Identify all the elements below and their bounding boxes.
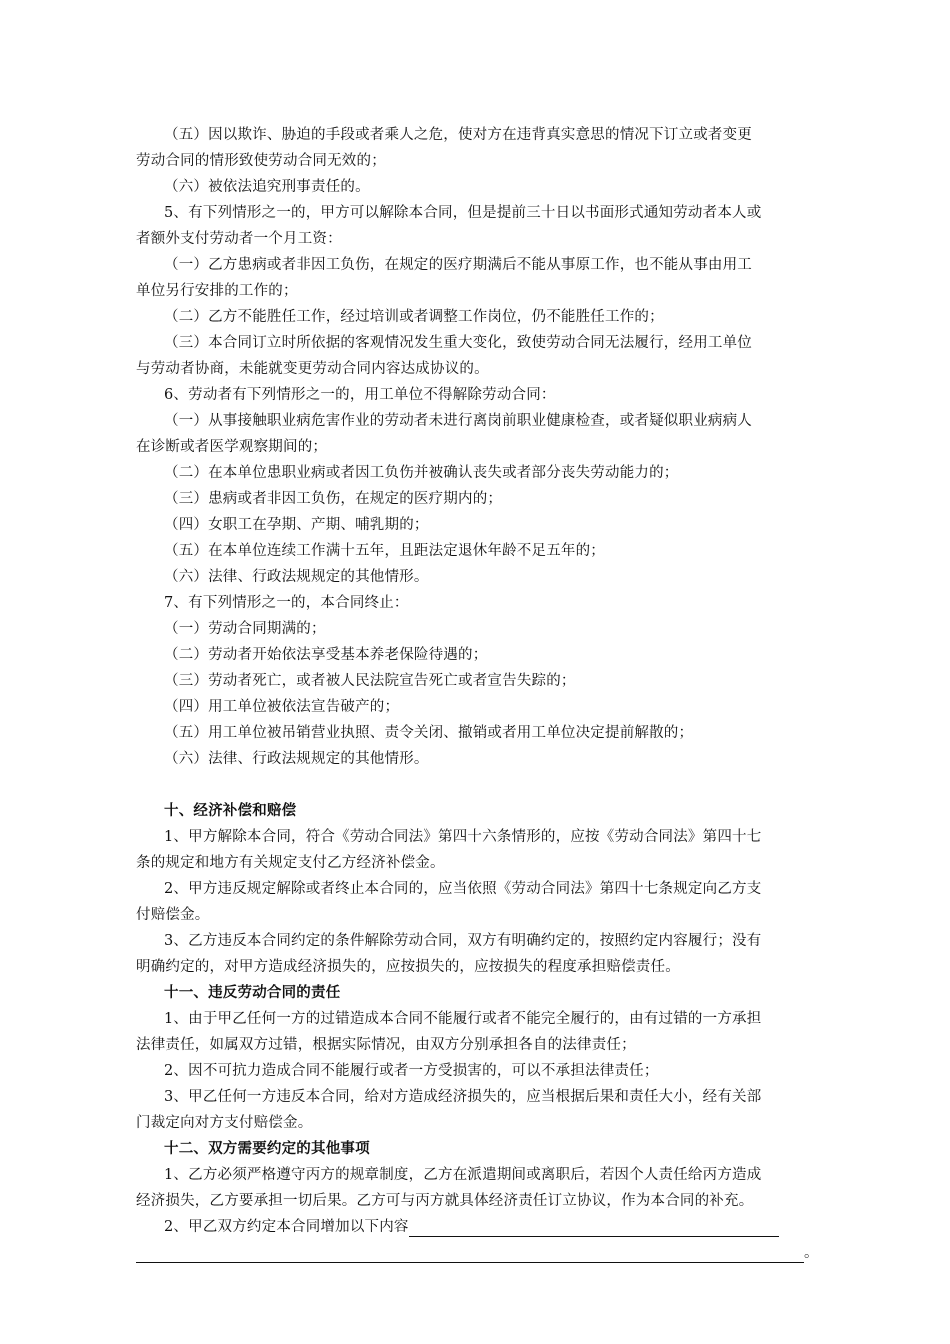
paragraph-line: 1、乙方必须严格遵守丙方的规章制度，乙方在派遣期间或离职后，若因个人责任给丙方造成 — [164, 1167, 762, 1183]
paragraph-line: （一）劳动合同期满的； — [164, 621, 326, 637]
paragraph-line: （五）用工单位被吊销营业执照、责令关闭、撤销或者用工单位决定提前解散的； — [164, 725, 694, 741]
terminal-period: 。 — [804, 1245, 819, 1261]
additional-terms-label: 2、甲乙双方约定本合同增加以下内容 — [164, 1219, 409, 1235]
paragraph-line: 3、乙方违反本合同约定的条件解除劳动合同，双方有明确约定的，按照约定内容履行；没有 — [164, 933, 762, 949]
paragraph-line: 5、有下列情形之一的，甲方可以解除本合同，但是提前三十日以书面形式通知劳动者本人或 — [164, 205, 762, 221]
paragraph-line: 经济损失，乙方要承担一切后果。乙方可与丙方就具体经济责任订立协议，作为本合同的补充。 — [136, 1193, 754, 1209]
paragraph-line: （四）用工单位被依法宣告破产的； — [164, 699, 400, 715]
paragraph-line: 明确约定的，对甲方造成经济损失的，应按损失的，应按损失的程度承担赔偿责任。 — [136, 959, 680, 975]
paragraph-line: 1、甲方解除本合同，符合《劳动合同法》第四十六条情形的，应按《劳动合同法》第四十七 — [164, 829, 762, 845]
paragraph-line: 法律责任，如属双方过错，根据实际情况，由双方分别承担各自的法律责任； — [136, 1037, 636, 1053]
paragraph-line: （一）从事接触职业病危害作业的劳动者未进行离岗前职业健康检查，或者疑似职业病病人 — [164, 413, 752, 429]
paragraph-line: （三）劳动者死亡，或者被人民法院宣告死亡或者宣告失踪的； — [164, 673, 576, 689]
paragraph-line: （三）本合同订立时所依据的客观情况发生重大变化，致使劳动合同无法履行，经用工单位 — [164, 335, 752, 351]
paragraph-line: 条的规定和地方有关规定支付乙方经济补偿金。 — [136, 855, 445, 871]
paragraph-line — [164, 1217, 779, 1237]
paragraph-line: （二）乙方不能胜任工作，经过培训或者调整工作岗位，仍不能胜任工作的； — [164, 309, 664, 325]
paragraph-line: 单位另行安排的工作的； — [136, 283, 298, 299]
section-heading-compensation: 十、经济补偿和赔偿 — [164, 803, 297, 819]
paragraph-line: （六）被依法追究刑事责任的。 — [164, 179, 370, 195]
additional-terms-blank[interactable] — [409, 1221, 779, 1237]
paragraph-line: 3、甲乙任何一方违反本合同，给对方造成经济损失的，应当根据后果和责任大小，经有关部 — [164, 1089, 762, 1105]
paragraph-line: （一）乙方患病或者非因工负伤，在规定的医疗期满后不能从事原工作，也不能从事由用工 — [164, 257, 752, 273]
paragraph-line: 1、由于甲乙任何一方的过错造成本合同不能履行或者不能完全履行的，由有过错的一方承担 — [164, 1011, 762, 1027]
paragraph-line: 者额外支付劳动者一个月工资： — [136, 231, 342, 247]
paragraph-line: 劳动合同的情形致使劳动合同无效的； — [136, 153, 386, 169]
additional-terms-blank-2[interactable] — [136, 1247, 804, 1263]
paragraph-line: （四）女职工在孕期、产期、哺乳期的； — [164, 517, 429, 533]
paragraph-line: 在诊断或者医学观察期间的； — [136, 439, 328, 455]
paragraph-line: 付赔偿金。 — [136, 907, 210, 923]
paragraph-line: （三）患病或者非因工负伤，在规定的医疗期内的； — [164, 491, 503, 507]
paragraph-line: （二）在本单位患职业病或者因工负伤并被确认丧失或者部分丧失劳动能力的； — [164, 465, 679, 481]
paragraph-line: 与劳动者协商，未能就变更劳动合同内容达成协议的。 — [136, 361, 489, 377]
paragraph-line: （五）在本单位连续工作满十五年，且距法定退休年龄不足五年的； — [164, 543, 605, 559]
paragraph-line: 6、劳动者有下列情形之一的，用工单位不得解除劳动合同： — [164, 387, 556, 403]
paragraph-line: 7、有下列情形之一的，本合同终止： — [164, 595, 409, 611]
paragraph-line: 门裁定向对方支付赔偿金。 — [136, 1115, 313, 1131]
paragraph-line: （五）因以欺诈、胁迫的手段或者乘人之危，使对方在违背真实意思的情况下订立或者变更 — [164, 127, 752, 143]
paragraph-line: 2、甲方违反规定解除或者终止本合同的，应当依照《劳动合同法》第四十七条规定向乙方支 — [164, 881, 762, 897]
section-heading-other-matters: 十二、双方需要约定的其他事项 — [164, 1141, 370, 1157]
paragraph-line: （六）法律、行政法规规定的其他情形。 — [164, 751, 429, 767]
paragraph-line — [136, 1243, 819, 1263]
paragraph-line: 2、因不可抗力造成合同不能履行或者一方受损害的，可以不承担法律责任； — [164, 1063, 659, 1079]
section-heading-breach: 十一、违反劳动合同的责任 — [164, 985, 341, 1001]
paragraph-line: （六）法律、行政法规规定的其他情形。 — [164, 569, 429, 585]
paragraph-line: （二）劳动者开始依法享受基本养老保险待遇的； — [164, 647, 488, 663]
